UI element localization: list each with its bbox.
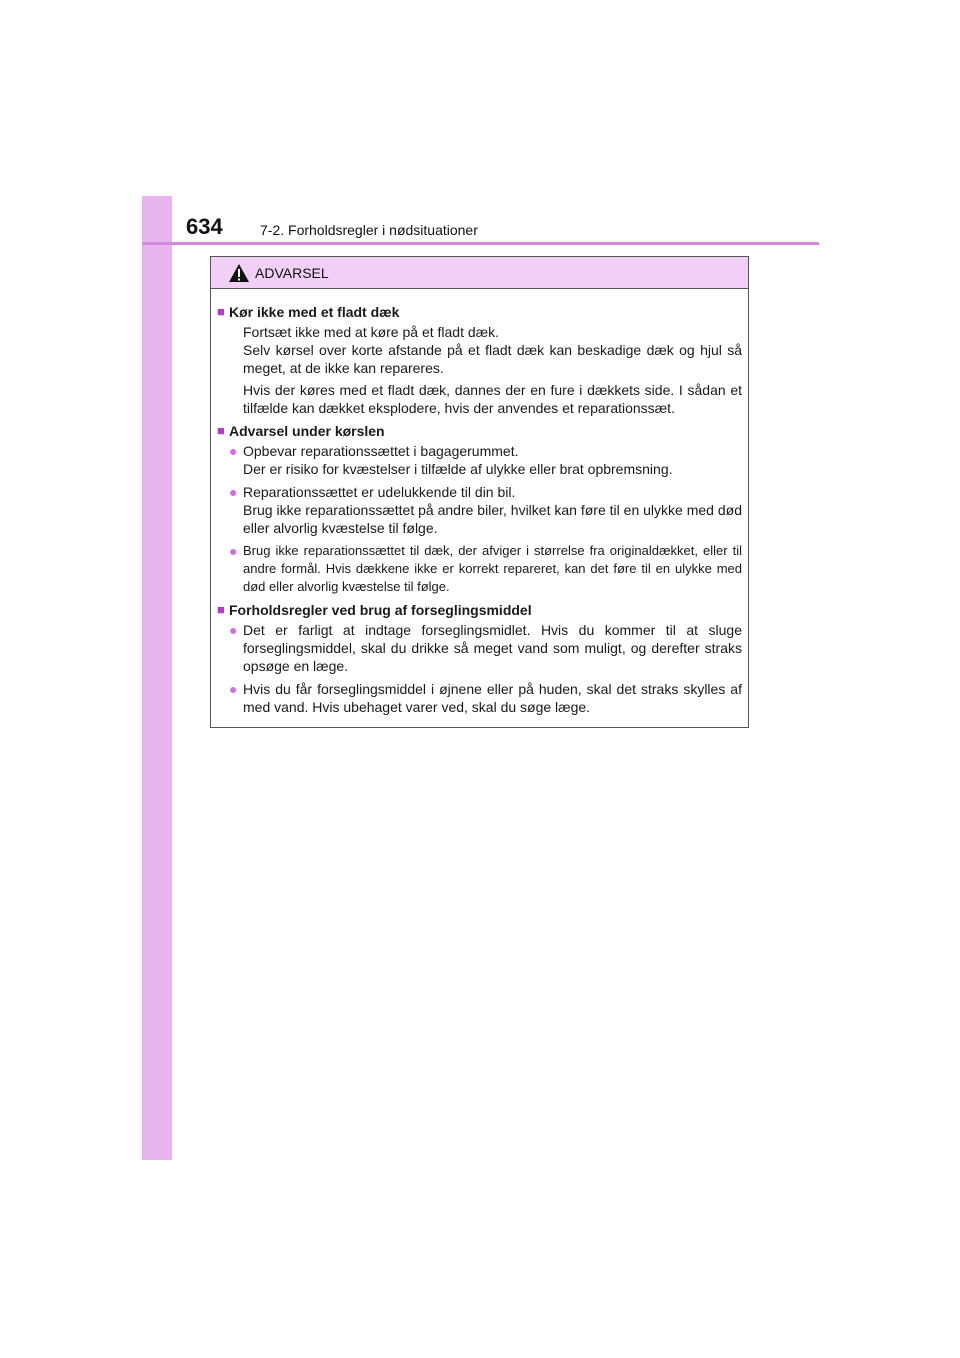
list-item: ● Hvis du får forseglingsmiddel i øjnene eller på huden, skal det straks skylles af med vand. Hvis ubehaget varer ved, skal du søge læge. — [229, 681, 742, 715]
square-bullet-icon: ■ — [217, 602, 225, 617]
circle-bullet-icon: ● — [229, 443, 238, 459]
square-bullet-icon: ■ — [217, 304, 225, 319]
warning-section — [217, 422, 742, 596]
warning-triangle-icon — [228, 263, 250, 283]
warning-title: ADVARSEL — [255, 265, 329, 281]
list-item: ● Brug ikke reparationssættet til dæk, der afviger i størrelse fra originaldækket, eller til andre formål. Hvis dækkene ikke er korrekt repareret, kan det føre til en ulykke med død eller alvorlig kvæstelse til følge. — [229, 543, 742, 594]
warning-section — [217, 303, 742, 417]
section-heading: ■ Advarsel under kørslen — [217, 423, 385, 439]
square-bullet-icon: ■ — [217, 423, 225, 438]
circle-bullet-icon: ● — [229, 484, 238, 500]
list-item: ● Opbevar reparationssættet i bagagerummet. Der er risiko for kvæstelser i tilfælde af ulykke eller brat opbremsning. — [229, 443, 673, 477]
header-divider — [142, 242, 819, 245]
list-item: ● Reparationssættet er udelukkende til din bil. Brug ikke reparationssættet på andre biler, hvilket kan føre til en ulykke med død eller alvorlig kvæstelse til følge. — [229, 484, 742, 536]
paragraph: Hvis der køres med et fladt dæk, dannes der en fure i dækkets side. I sådan et tilfælde kan dækket eksplodere, hvis der anvendes et reparationssæt. — [243, 382, 742, 416]
circle-bullet-icon: ● — [229, 622, 238, 638]
warning-section — [217, 601, 742, 716]
section-heading: ■ Kør ikke med et fladt dæk — [217, 304, 400, 320]
page-number: 634 — [186, 214, 223, 239]
warning-header — [211, 257, 748, 289]
warning-body — [211, 289, 748, 716]
side-color-band — [142, 196, 172, 1160]
chapter-section-title: 7-2. Forholdsregler i nødsituationer — [260, 222, 478, 238]
section-heading: ■ Forholdsregler ved brug af forseglingsmiddel — [217, 602, 532, 618]
paragraph: Fortsæt ikke med at køre på et fladt dæk. Selv kørsel over korte afstande på et fladt dæk kan beskadige dæk og hjul så meget, at de ikke kan repareres. — [243, 324, 742, 376]
warning-box — [210, 256, 749, 728]
circle-bullet-icon: ● — [229, 543, 238, 559]
list-item: ● Det er farligt at indtage forseglingsmidlet. Hvis du kommer til at sluge forseglingsmiddel, skal du drikke så meget vand som muligt, og derefter straks opsøge en læge. — [229, 622, 742, 674]
circle-bullet-icon: ● — [229, 681, 238, 697]
